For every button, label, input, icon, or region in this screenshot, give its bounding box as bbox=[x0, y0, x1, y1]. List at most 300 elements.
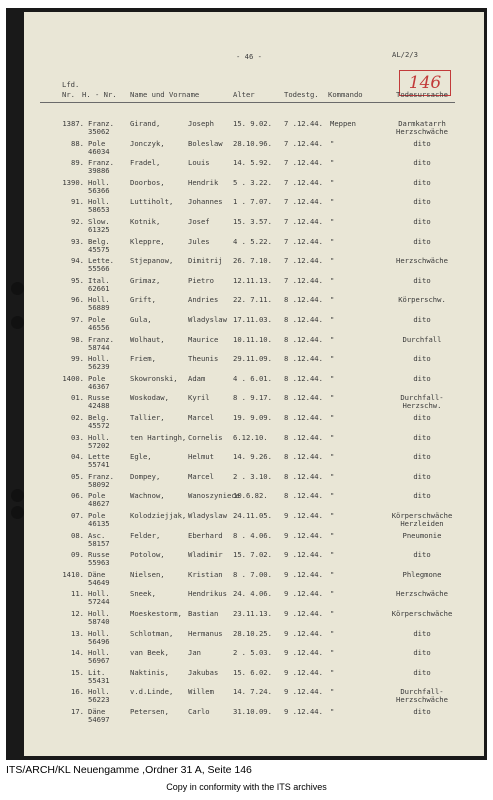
death-date: 8 .12.44. bbox=[284, 315, 323, 324]
last-name: Moeskestorm, bbox=[130, 609, 182, 618]
table-row bbox=[0, 590, 493, 608]
first-name: Kristian bbox=[188, 569, 223, 579]
birth-date: 8 . 4.06. bbox=[233, 530, 272, 540]
cause-of-death: dito bbox=[413, 648, 431, 658]
death-date: 7 .12.44. bbox=[284, 275, 323, 285]
birth-date: 8 . 7.00. bbox=[233, 569, 272, 579]
last-name: Jonczyk, bbox=[130, 138, 165, 148]
first-name: Wanoszyniece bbox=[188, 491, 240, 501]
first-name: Maurice bbox=[188, 334, 219, 344]
prisoner-number: 56239 bbox=[88, 362, 110, 372]
first-name: Joseph bbox=[188, 119, 214, 128]
row-number: 91. bbox=[71, 197, 84, 207]
row-number: 17. bbox=[71, 707, 84, 716]
row-number: 09. bbox=[71, 550, 84, 560]
birth-date: 22. 7.11. bbox=[233, 295, 272, 305]
birth-date: 28.10.25. bbox=[233, 628, 272, 638]
kommando: " bbox=[330, 217, 335, 226]
prisoner-number: 55963 bbox=[88, 558, 110, 568]
cause-of-death: dito bbox=[413, 197, 431, 207]
copy-note: Copy in conformity with the ITS archives bbox=[166, 782, 327, 792]
prisoner-number: 58740 bbox=[88, 617, 110, 626]
kommando: " bbox=[330, 158, 335, 168]
prisoner-number: 35062 bbox=[88, 127, 110, 136]
death-date: 9 .12.44. bbox=[284, 628, 323, 638]
death-date: 7 .12.44. bbox=[284, 177, 323, 187]
prisoner-number: 55741 bbox=[88, 460, 110, 470]
nationality: Ital. bbox=[88, 275, 110, 285]
row-number: 97. bbox=[71, 315, 84, 324]
prisoner-number: 62661 bbox=[88, 283, 110, 293]
col-kommando-label: Kommando bbox=[328, 90, 363, 99]
row-number: 99. bbox=[71, 354, 84, 364]
table-row bbox=[0, 551, 493, 569]
death-date: 8 .12.44. bbox=[284, 373, 323, 383]
kommando: " bbox=[330, 177, 335, 187]
death-date: 7 .12.44. bbox=[284, 217, 323, 226]
nationality: Franz. bbox=[88, 471, 114, 481]
first-name: Hermanus bbox=[188, 628, 223, 638]
prisoner-number: 46135 bbox=[88, 519, 110, 528]
death-date: 9 .12.44. bbox=[284, 589, 323, 599]
nationality: Holl. bbox=[88, 628, 110, 638]
nationality: Belg. bbox=[88, 236, 110, 246]
kommando: " bbox=[330, 452, 335, 462]
table-row bbox=[0, 630, 493, 648]
birth-date: 29.11.09. bbox=[233, 354, 272, 364]
prisoner-number: 58744 bbox=[88, 342, 110, 352]
cause-of-death: dito bbox=[413, 413, 431, 422]
death-date: 8 .12.44. bbox=[284, 393, 323, 403]
cause-of-death: Durchfall-Herzschwäche bbox=[396, 687, 448, 705]
row-number: 1390. bbox=[62, 177, 84, 187]
cause-of-death: Herzschwäche bbox=[396, 589, 448, 599]
prisoner-number: 55566 bbox=[88, 264, 110, 274]
death-date: 7 .12.44. bbox=[284, 138, 323, 148]
birth-date: 2 . 3.10. bbox=[233, 471, 272, 481]
table-row bbox=[0, 688, 493, 706]
cause-of-death: Körperschwäche bbox=[391, 609, 453, 618]
nationality: Pole bbox=[88, 315, 106, 324]
row-number: 01. bbox=[71, 393, 84, 403]
row-number: 08. bbox=[71, 530, 84, 540]
row-number: 96. bbox=[71, 295, 84, 305]
last-name: Gula, bbox=[130, 315, 152, 324]
table-row bbox=[0, 571, 493, 589]
row-number: 92. bbox=[71, 217, 84, 226]
last-name: Sneek, bbox=[130, 589, 156, 599]
last-name: ten Hartingh, bbox=[130, 432, 187, 442]
table-row bbox=[0, 669, 493, 687]
last-name: Stjepanow, bbox=[130, 256, 174, 266]
table-row bbox=[0, 610, 493, 628]
kommando: " bbox=[330, 687, 335, 697]
kommando: " bbox=[330, 609, 335, 618]
cause-of-death: dito bbox=[413, 177, 431, 187]
nationality: Holl. bbox=[88, 589, 110, 599]
table-row bbox=[0, 394, 493, 412]
last-name: Doorbos, bbox=[130, 177, 165, 187]
row-number: 05. bbox=[71, 471, 84, 481]
cause-of-death: Durchfall-Herzschw. bbox=[400, 393, 444, 411]
nationality: Lit. bbox=[88, 667, 106, 677]
prisoner-number: 56366 bbox=[88, 185, 110, 195]
first-name: Willem bbox=[188, 687, 214, 697]
birth-date: 15. 3.57. bbox=[233, 217, 272, 226]
birth-date: 24. 4.06. bbox=[233, 589, 272, 599]
page-stamp: 146 bbox=[399, 70, 451, 96]
nationality: Slow. bbox=[88, 217, 110, 226]
col-nr-label: Nr. bbox=[62, 90, 75, 99]
death-date: 9 .12.44. bbox=[284, 648, 323, 658]
death-date: 8 .12.44. bbox=[284, 334, 323, 344]
prisoner-number: 45575 bbox=[88, 244, 110, 254]
kommando: " bbox=[330, 648, 335, 658]
table-row bbox=[0, 649, 493, 667]
nationality: Pole bbox=[88, 491, 106, 501]
birth-date: 14. 5.92. bbox=[233, 158, 272, 168]
first-name: Cornelis bbox=[188, 432, 223, 442]
reference-code: AL/2/3 bbox=[392, 50, 418, 59]
row-number: 06. bbox=[71, 491, 84, 501]
cause-of-death: Durchfall bbox=[402, 334, 442, 344]
table-row bbox=[0, 316, 493, 334]
last-name: Friem, bbox=[130, 354, 156, 364]
row-number: 14. bbox=[71, 648, 84, 658]
row-number: 94. bbox=[71, 256, 84, 266]
nationality: Franz. bbox=[88, 158, 114, 168]
table-row bbox=[0, 336, 493, 354]
last-name: Grift, bbox=[130, 295, 156, 305]
last-name: Girand, bbox=[130, 119, 161, 128]
nationality: Franz. bbox=[88, 334, 114, 344]
kommando: " bbox=[330, 256, 335, 266]
death-date: 8 .12.44. bbox=[284, 413, 323, 422]
last-name: Skowronski, bbox=[130, 373, 178, 383]
death-date: 8 .12.44. bbox=[284, 354, 323, 364]
nationality: Holl. bbox=[88, 295, 110, 305]
nationality: Holl. bbox=[88, 197, 110, 207]
cause-of-death: Körperschwäche Herzleiden bbox=[391, 511, 453, 528]
last-name: Fradel, bbox=[130, 158, 161, 168]
nationality: Pole bbox=[88, 373, 106, 383]
kommando: " bbox=[330, 393, 335, 403]
death-date: 7 .12.44. bbox=[284, 236, 323, 246]
birth-date: 10.6.82. bbox=[233, 491, 268, 501]
last-name: Schlotman, bbox=[130, 628, 174, 638]
prisoner-number: 56496 bbox=[88, 636, 110, 646]
kommando: " bbox=[330, 354, 335, 364]
row-number: 15. bbox=[71, 667, 84, 677]
first-name: Marcel bbox=[188, 413, 214, 422]
col-death-label: Todestg. bbox=[284, 90, 319, 99]
page-number: - 46 - bbox=[236, 52, 262, 61]
row-number: 02. bbox=[71, 413, 84, 422]
table-row bbox=[0, 532, 493, 550]
last-name: Nielsen, bbox=[130, 569, 165, 579]
table-row bbox=[0, 375, 493, 393]
first-name: Jan bbox=[188, 648, 201, 658]
birth-date: 1 . 7.07. bbox=[233, 197, 272, 207]
kommando: " bbox=[330, 138, 335, 148]
kommando: " bbox=[330, 275, 335, 285]
nationality: Belg. bbox=[88, 413, 110, 422]
last-name: v.d.Linde, bbox=[130, 687, 174, 697]
cause-of-death: dito bbox=[413, 236, 431, 246]
kommando: " bbox=[330, 197, 335, 207]
row-number: 1400. bbox=[62, 373, 84, 383]
nationality: Lette bbox=[88, 452, 110, 462]
prisoner-number: 39886 bbox=[88, 166, 110, 176]
first-name: Wladimir bbox=[188, 550, 223, 560]
table-row bbox=[0, 434, 493, 452]
table-row bbox=[0, 120, 493, 138]
last-name: Kleppre, bbox=[130, 236, 165, 246]
last-name: Egle, bbox=[130, 452, 152, 462]
kommando: " bbox=[330, 550, 335, 560]
first-name: Marcel bbox=[188, 471, 214, 481]
nationality: Holl. bbox=[88, 354, 110, 364]
nationality: Pole bbox=[88, 138, 106, 148]
last-name: Kolodziejjak, bbox=[130, 511, 187, 520]
table-row bbox=[0, 257, 493, 275]
row-number: 88. bbox=[71, 138, 84, 148]
first-name: Carlo bbox=[188, 707, 210, 716]
birth-date: 23.11.13. bbox=[233, 609, 272, 618]
birth-date: 15. 9.02. bbox=[233, 119, 272, 128]
first-name: Adam bbox=[188, 373, 206, 383]
nationality: Asc. bbox=[88, 530, 106, 540]
table-row bbox=[0, 159, 493, 177]
kommando: " bbox=[330, 511, 335, 520]
kommando: " bbox=[330, 667, 335, 677]
first-name: Eberhard bbox=[188, 530, 223, 540]
nationality: Däne bbox=[88, 569, 106, 579]
prisoner-number: 58092 bbox=[88, 479, 110, 489]
kommando: " bbox=[330, 569, 335, 579]
first-name: Louis bbox=[188, 158, 210, 168]
birth-date: 15. 7.02. bbox=[233, 550, 272, 560]
row-number: 1410. bbox=[62, 569, 84, 579]
prisoner-number: 56889 bbox=[88, 303, 110, 313]
first-name: Andries bbox=[188, 295, 219, 305]
prisoner-number: 57244 bbox=[88, 597, 110, 607]
last-name: van Beek, bbox=[130, 648, 169, 658]
prisoner-number: 55431 bbox=[88, 675, 110, 685]
table-row bbox=[0, 198, 493, 216]
first-name: Helmut bbox=[188, 452, 214, 462]
last-name: Tallier, bbox=[130, 413, 165, 422]
cause-of-death: dito bbox=[413, 354, 431, 364]
birth-date: 17.11.03. bbox=[233, 315, 272, 324]
death-date: 9 .12.44. bbox=[284, 687, 323, 697]
prisoner-number: 46034 bbox=[88, 146, 110, 156]
first-name: Pietro bbox=[188, 275, 214, 285]
header-rule bbox=[40, 102, 455, 103]
kommando: " bbox=[330, 589, 335, 599]
last-name: Dompey, bbox=[130, 471, 161, 481]
death-date: 9 .12.44. bbox=[284, 511, 323, 520]
nationality: Holl. bbox=[88, 648, 110, 658]
death-date: 8 .12.44. bbox=[284, 471, 323, 481]
birth-date: 2 . 5.03. bbox=[233, 648, 272, 658]
kommando: " bbox=[330, 295, 335, 305]
row-number: 13. bbox=[71, 628, 84, 638]
col-lfd-label: Lfd. bbox=[62, 80, 80, 89]
last-name: Luttiholt, bbox=[130, 197, 174, 207]
kommando: " bbox=[330, 236, 335, 246]
col-born-label: Alter bbox=[233, 90, 255, 99]
table-row bbox=[0, 179, 493, 197]
prisoner-number: 58653 bbox=[88, 205, 110, 215]
row-number: 16. bbox=[71, 687, 84, 697]
last-name: Naktinis, bbox=[130, 667, 169, 677]
nationality: Däne bbox=[88, 707, 106, 716]
kommando: " bbox=[330, 413, 335, 422]
kommando: " bbox=[330, 707, 335, 716]
death-date: 9 .12.44. bbox=[284, 530, 323, 540]
death-date: 9 .12.44. bbox=[284, 707, 323, 716]
last-name: Petersen, bbox=[130, 707, 169, 716]
birth-date: 24.11.05. bbox=[233, 511, 272, 520]
cause-of-death: Pneumonie bbox=[402, 530, 442, 540]
last-name: Kotnik, bbox=[130, 217, 161, 226]
prisoner-number: 61325 bbox=[88, 225, 110, 234]
first-name: Jakubas bbox=[188, 667, 219, 677]
nationality: Russe bbox=[88, 393, 110, 403]
cause-of-death: dito bbox=[413, 158, 431, 168]
birth-date: 31.10.09. bbox=[233, 707, 272, 716]
birth-date: 10.11.10. bbox=[233, 334, 272, 344]
first-name: Theunis bbox=[188, 354, 219, 364]
death-date: 7 .12.44. bbox=[284, 119, 323, 128]
prisoner-number: 54649 bbox=[88, 577, 110, 587]
archive-source: ITS/ARCH/KL Neuengamme ,Ordner 31 A, Seite 146 bbox=[6, 764, 252, 776]
table-row bbox=[0, 296, 493, 314]
first-name: Kyril bbox=[188, 393, 210, 403]
nationality: Franz. bbox=[88, 119, 114, 128]
row-number: 98. bbox=[71, 334, 84, 344]
cause-of-death: dito bbox=[413, 471, 431, 481]
row-number: 89. bbox=[71, 158, 84, 168]
last-name: Grimaz, bbox=[130, 275, 161, 285]
row-number: 07. bbox=[71, 511, 84, 520]
nationality: Holl. bbox=[88, 687, 110, 697]
prisoner-number: 56223 bbox=[88, 695, 110, 705]
table-row bbox=[0, 453, 493, 471]
birth-date: 14. 9.26. bbox=[233, 452, 272, 462]
birth-date: 5 . 3.22. bbox=[233, 177, 272, 187]
row-number: 03. bbox=[71, 432, 84, 442]
table-row bbox=[0, 218, 493, 236]
table-row bbox=[0, 277, 493, 295]
first-name: Jules bbox=[188, 236, 210, 246]
prisoner-number: 57202 bbox=[88, 440, 110, 450]
cause-of-death: Herzschwäche bbox=[396, 256, 448, 266]
death-date: 9 .12.44. bbox=[284, 569, 323, 579]
cause-of-death: Phlegmone bbox=[402, 569, 442, 579]
table-row bbox=[0, 473, 493, 491]
death-date: 8 .12.44. bbox=[284, 491, 323, 501]
birth-date: 15. 6.02. bbox=[233, 667, 272, 677]
cause-of-death: dito bbox=[413, 275, 431, 285]
nationality: Pole bbox=[88, 511, 106, 520]
prisoner-number: 46556 bbox=[88, 323, 110, 332]
cause-of-death: dito bbox=[413, 667, 431, 677]
first-name: Boleslaw bbox=[188, 138, 223, 148]
birth-date: 26. 7.10. bbox=[233, 256, 272, 266]
nationality: Russe bbox=[88, 550, 110, 560]
cause-of-death: dito bbox=[413, 373, 431, 383]
nationality: Lette. bbox=[88, 256, 114, 266]
birth-date: 19. 9.09. bbox=[233, 413, 272, 422]
kommando: " bbox=[330, 491, 335, 501]
cause-of-death: dito bbox=[413, 550, 431, 560]
death-date: 7 .12.44. bbox=[284, 197, 323, 207]
last-name: Felder, bbox=[130, 530, 161, 540]
table-row bbox=[0, 238, 493, 256]
kommando: " bbox=[330, 373, 335, 383]
prisoner-number: 58157 bbox=[88, 538, 110, 548]
first-name: Wladyslaw bbox=[188, 315, 227, 324]
col-name-label: Name und Vorname bbox=[130, 90, 200, 99]
kommando: " bbox=[330, 432, 335, 442]
death-date: 8 .12.44. bbox=[284, 452, 323, 462]
row-number: 95. bbox=[71, 275, 84, 285]
first-name: Bastian bbox=[188, 609, 219, 618]
birth-date: 8 . 9.17. bbox=[233, 393, 272, 403]
table-row bbox=[0, 708, 493, 726]
nationality: Holl. bbox=[88, 177, 110, 187]
kommando: " bbox=[330, 530, 335, 540]
birth-date: 4 . 5.22. bbox=[233, 236, 272, 246]
death-date: 7 .12.44. bbox=[284, 256, 323, 266]
death-date: 9 .12.44. bbox=[284, 667, 323, 677]
birth-date: 12.11.13. bbox=[233, 275, 272, 285]
row-number: 12. bbox=[71, 609, 84, 618]
first-name: Dimitrij bbox=[188, 256, 223, 266]
cause-of-death: dito bbox=[413, 452, 431, 462]
first-name: Wladyslaw bbox=[188, 511, 227, 520]
kommando: Meppen bbox=[330, 119, 356, 128]
cause-of-death: dito bbox=[413, 432, 431, 442]
kommando: " bbox=[330, 628, 335, 638]
table-row bbox=[0, 140, 493, 158]
cause-of-death: dito bbox=[413, 628, 431, 638]
birth-date: 28.10.96. bbox=[233, 138, 272, 148]
row-number: 11. bbox=[71, 589, 84, 599]
birth-date: 6.12.10. bbox=[233, 432, 268, 442]
first-name: Josef bbox=[188, 217, 210, 226]
birth-date: 14. 7.24. bbox=[233, 687, 272, 697]
last-name: Wachnow, bbox=[130, 491, 165, 501]
last-name: Wolhaut, bbox=[130, 334, 165, 344]
death-date: 8 .12.44. bbox=[284, 295, 323, 305]
first-name: Hendrikus bbox=[188, 589, 227, 599]
prisoner-number: 46367 bbox=[88, 381, 110, 391]
table-row bbox=[0, 492, 493, 510]
col-cause-label: Todesursache bbox=[396, 90, 448, 99]
prisoner-number: 56967 bbox=[88, 656, 110, 666]
last-name: Potolow, bbox=[130, 550, 165, 560]
prisoner-number: 45572 bbox=[88, 421, 110, 430]
cause-of-death: Körperschw. bbox=[398, 295, 446, 305]
table-row bbox=[0, 414, 493, 432]
col-hnr-label: H. - Nr. bbox=[82, 90, 117, 99]
cause-of-death: dito bbox=[413, 707, 431, 716]
prisoner-number: 42488 bbox=[88, 401, 110, 411]
prisoner-number: 48627 bbox=[88, 499, 110, 509]
